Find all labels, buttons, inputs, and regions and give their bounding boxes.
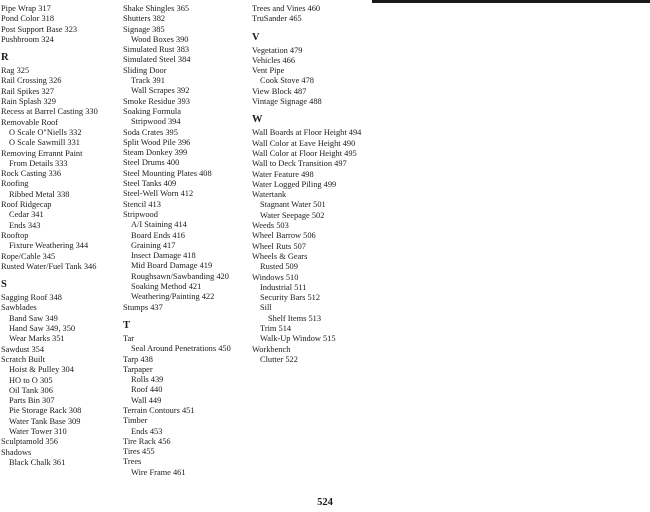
index-entry: Water Feature 498 xyxy=(252,169,314,179)
index-entry: Signage 385 xyxy=(123,24,165,34)
index-entry: Shadows xyxy=(1,447,32,457)
index-entry: Vehicles 466 xyxy=(252,55,296,65)
index-entry: Vintage Signage 488 xyxy=(252,97,322,107)
index-entry: Steel-Well Worn 412 xyxy=(123,189,194,199)
index-subentry: Wire Frame 461 xyxy=(131,467,186,477)
index-entry: Sculptamold 356 xyxy=(1,437,58,447)
index-subentry: Weathering/Painting 422 xyxy=(131,292,215,302)
index-entry: Wall to Deck Transition 497 xyxy=(252,159,347,169)
index-entry: Scratch Built xyxy=(1,354,45,364)
index-subentry: Seal Around Penetrations 450 xyxy=(131,344,231,354)
index-entry: Shutters 382 xyxy=(123,14,166,24)
index-subentry: Parts Bin 307 xyxy=(9,396,55,406)
index-subentry: Mid Board Damage 419 xyxy=(131,261,213,271)
index-entry: Trees and Vines 460 xyxy=(252,4,321,13)
index-subentry: Sill xyxy=(260,303,272,313)
index-entry: Timber xyxy=(123,416,148,426)
section-letter-heading: W xyxy=(252,114,263,126)
index-entry: Water Logged Piling 499 xyxy=(252,179,337,189)
index-subentry: Graining 417 xyxy=(131,240,176,250)
index-entry: Pushbroom 324 xyxy=(1,34,54,44)
index-entry: View Block 487 xyxy=(252,86,307,96)
index-entry: Split Wood Pile 396 xyxy=(123,137,191,147)
index-column-3 xyxy=(252,4,397,365)
index-entry: Tire Rack 456 xyxy=(123,436,171,446)
index-entry: Simulated Steel 384 xyxy=(123,55,191,65)
index-entry: Soaking Formula xyxy=(123,106,181,116)
index-entry: TruSander 465 xyxy=(252,14,302,24)
index-entry: Recess at Barrel Casting 330 xyxy=(1,107,98,117)
index-entry: Stencil 413 xyxy=(123,199,161,209)
index-entry: Weeds 503 xyxy=(252,221,289,231)
index-entry: Rusted Water/Fuel Tank 346 xyxy=(1,261,97,271)
index-subentry: Security Bars 512 xyxy=(260,293,321,303)
index-entry: Wall Color at Eave Height 490 xyxy=(252,138,356,148)
index-entry: Smoke Residue 393 xyxy=(123,96,190,106)
index-entry: Roofing xyxy=(1,179,29,189)
index-entry: Tarpaper xyxy=(123,364,153,374)
index-entry: Terrain Contours 451 xyxy=(123,405,195,415)
section-letter-heading: T xyxy=(123,319,131,331)
index-entry: Trees xyxy=(123,457,142,467)
index-entry: Sliding Door xyxy=(123,65,167,75)
index-subentry: Insect Damage 418 xyxy=(131,251,196,261)
section-letter-heading: V xyxy=(252,31,260,43)
index-entry: Rail Spikes 327 xyxy=(1,86,55,96)
index-subentry: Stripwood 394 xyxy=(131,117,181,127)
index-entry: Soda Crates 395 xyxy=(123,127,178,137)
index-subentry: Industrial 511 xyxy=(260,282,307,292)
index-column-2 xyxy=(123,4,250,478)
index-subentry: Ends 343 xyxy=(9,220,41,230)
section-letter-heading: R xyxy=(1,52,9,64)
index-subentry: Water Tower 310 xyxy=(9,426,67,436)
index-subentry: Track 391 xyxy=(131,76,165,86)
index-entry: Sawdust 354 xyxy=(1,344,45,354)
index-subentry: Oil Tank 306 xyxy=(9,385,53,395)
index-subentry: Roof 440 xyxy=(131,385,163,395)
index-entry: Vegetation 479 xyxy=(252,45,303,55)
index-subentry: Rolls 439 xyxy=(131,375,164,385)
index-subentry: Soaking Method 421 xyxy=(131,282,202,292)
index-entry: Steel Tanks 409 xyxy=(123,179,177,189)
index-entry: Windows 510 xyxy=(252,272,299,282)
index-subentry: Walk-Up Window 515 xyxy=(260,334,336,344)
index-entry: Rooftop xyxy=(1,230,29,240)
index-subentry: Shelf Items 513 xyxy=(268,313,322,323)
index-subentry: Hand Saw 349, 350 xyxy=(9,324,76,334)
index-subentry: Rusted 509 xyxy=(260,262,298,272)
header-rule xyxy=(372,0,650,3)
index-entry: Steam Donkey 399 xyxy=(123,148,188,158)
index-subentry: Cedar 341 xyxy=(9,210,44,220)
index-subentry: Cook Stove 478 xyxy=(260,76,314,86)
index-entry: Wheels & Gears xyxy=(252,251,308,261)
index-entry: Shake Shingles 365 xyxy=(123,4,190,13)
index-subentry: Trim 514 xyxy=(260,324,292,334)
index-column-1 xyxy=(1,4,119,468)
index-subentry: A/I Staining 414 xyxy=(131,220,187,230)
section-letter-heading: S xyxy=(1,279,7,291)
index-subentry: Ends 453 xyxy=(131,426,163,436)
index-entry: Roof Ridgecap xyxy=(1,200,52,210)
index-subentry: Ribbed Metal 338 xyxy=(9,189,70,199)
index-entry: Simulated Rust 383 xyxy=(123,45,190,55)
index-subentry: Stagnant Water 501 xyxy=(260,200,326,210)
index-subentry: Wear Marks 351 xyxy=(9,334,65,344)
index-entry: Watertank xyxy=(252,190,287,200)
index-subentry: HO to O 305 xyxy=(9,375,53,385)
index-subentry: Clutter 522 xyxy=(260,354,298,364)
index-subentry: From Details 333 xyxy=(9,158,68,168)
index-entry: Removable Roof xyxy=(1,117,58,127)
index-entry: Rope/Cable 345 xyxy=(1,251,56,261)
index-entry: Rain Splash 329 xyxy=(1,97,56,107)
index-entry: Workbench xyxy=(252,344,291,354)
index-subentry: Pie Storage Rack 308 xyxy=(9,406,82,416)
index-entry: Rock Casting 336 xyxy=(1,169,62,179)
index-entry: Wall Boards at Floor Height 494 xyxy=(252,128,362,138)
index-entry: Steel Drums 400 xyxy=(123,158,180,168)
index-entry: Vent Pipe xyxy=(252,66,285,76)
index-entry: Sagging Roof 348 xyxy=(1,293,62,303)
index-entry: Tar xyxy=(123,333,135,343)
index-entry: Wall Color at Floor Height 495 xyxy=(252,148,357,158)
index-entry: Removing Errannt Paint xyxy=(1,148,83,158)
index-subentry: Black Chalk 361 xyxy=(9,457,66,467)
index-entry: Wheel Ruts 507 xyxy=(252,241,306,251)
index-entry: Stumps 437 xyxy=(123,302,163,312)
index-subentry: Fixture Weathering 344 xyxy=(9,241,89,251)
index-entry: Rag 325 xyxy=(1,66,30,76)
index-subentry: Roughsawn/Sawbanding 420 xyxy=(131,271,229,281)
index-subentry: Hoist & Pulley 304 xyxy=(9,365,74,375)
index-entry: Pipe Wrap 317 xyxy=(1,4,51,13)
index-entry: Rail Crossing 326 xyxy=(1,76,62,86)
index-entry: Steel Mounting Plates 408 xyxy=(123,168,212,178)
index-subentry: Wall Scrapes 392 xyxy=(131,86,190,96)
index-subentry: Water Tank Base 309 xyxy=(9,416,81,426)
index-subentry: Band Saw 349 xyxy=(9,313,58,323)
index-subentry: Wall 449 xyxy=(131,395,162,405)
index-subentry: Water Seepage 502 xyxy=(260,210,325,220)
index-subentry: Wood Boxes 390 xyxy=(131,34,189,44)
index-subentry: O Scale Sawmill 331 xyxy=(9,138,80,148)
index-entry: Stripwood xyxy=(123,209,158,219)
index-entry: Tarp 438 xyxy=(123,354,153,364)
index-entry: Tires 455 xyxy=(123,447,155,457)
index-subentry: O Scale O"Niells 332 xyxy=(9,127,82,137)
index-subentry: Board Ends 416 xyxy=(131,230,185,240)
index-entry: Post Support Base 323 xyxy=(1,24,78,34)
page-number: 524 xyxy=(317,497,333,508)
index-entry: Pond Color 318 xyxy=(1,14,55,24)
index-entry: Wheel Barrow 506 xyxy=(252,231,316,241)
index-entry: Sawblades xyxy=(1,303,37,313)
